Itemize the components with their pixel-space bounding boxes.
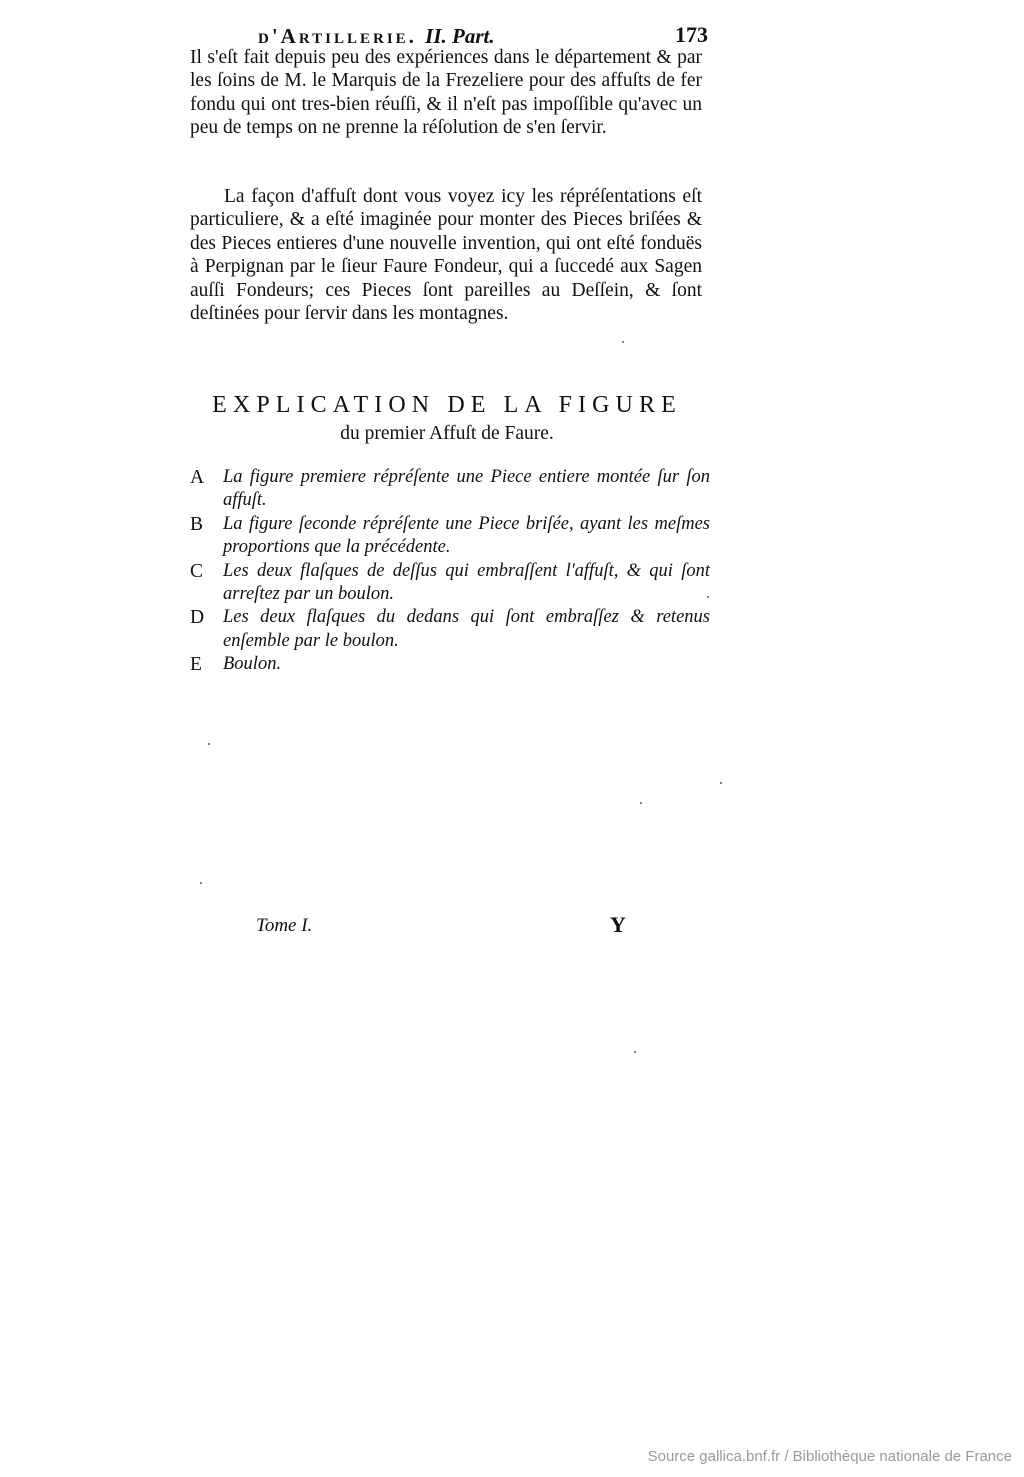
legend-item-b [190,513,710,560]
scan-speck [640,802,642,804]
paragraph-facon-affust: La façon d'affuſt dont vous voyez icy les répréſentations eſt particuliere, & a eſté imaginée pour monter des Pieces briſées & des Pieces entieres d'une nouvelle invention, qui ont eſté fonduës à Perpignan par le ſieur Faure Fondeur, qui a ſuccedé aux Sagen auſſi Fondeurs; ces Pieces ſont pareilles au Deſſein, & ſont deſtinées pour ſervir dans les montagnes. [190,186,702,325]
tome-label: Tome I. [256,915,313,936]
legend-letter: D [190,607,205,629]
legend-letter: C [190,560,204,582]
scan-speck [720,782,722,784]
explication-heading: EXPLICATION DE LA FIGURE [212,392,682,418]
source-attribution: Source gallica.bnf.fr / Bibliothèque nationale de France [647,1448,1012,1465]
legend-item-d [190,606,710,653]
legend-item-e [190,653,710,676]
legend-letter: A [190,467,205,488]
legend-text: Les deux flaſques de deſſus qui embraſſent l'affuſt, & qui ſont arreſtez par un boulon. [223,560,710,605]
legend-item-a [190,466,710,513]
figure-legend [190,466,710,677]
signature-mark: Y [610,912,626,937]
scan-speck [634,1051,636,1053]
legend-text: La figure premiere répréſente une Piece entiere montée ſur ſon affuſt. [223,467,710,511]
page-footer [190,910,710,940]
legend-text: Les deux flaſques du dedans qui ſont embraſſez & retenus enſemble par le boulon. [223,607,710,651]
running-head-part: II. Part. [425,24,495,48]
page-number: 173 [675,22,708,47]
paragraph-experiences: Il s'eſt fait depuis peu des expériences dans le département & par les ſoins de M. le Marquis de la Frezeliere pour des affuſts de fer fondu qui ont tres-bien réuſſi, & il n'eſt pas impoſſible qu'avec un peu de temps on ne prenne la réſolution de s'en ſervir. [190,47,702,139]
scan-speck [208,743,210,745]
explication-subheading: du premier Affuſt de Faure. [340,423,554,444]
legend-letter: B [190,513,204,535]
legend-item-c [190,560,710,607]
scan-speck [200,882,202,884]
legend-text: La figure ſeconde répréſente une Piece briſée, ayant les meſmes proportions que la précédente. [223,513,710,558]
scan-speck [622,341,624,343]
legend-text: Boulon. [223,654,282,675]
running-head-title-text: d'Artillerie. [258,24,417,48]
scan-speck [707,596,709,598]
legend-letter: E [190,654,202,676]
